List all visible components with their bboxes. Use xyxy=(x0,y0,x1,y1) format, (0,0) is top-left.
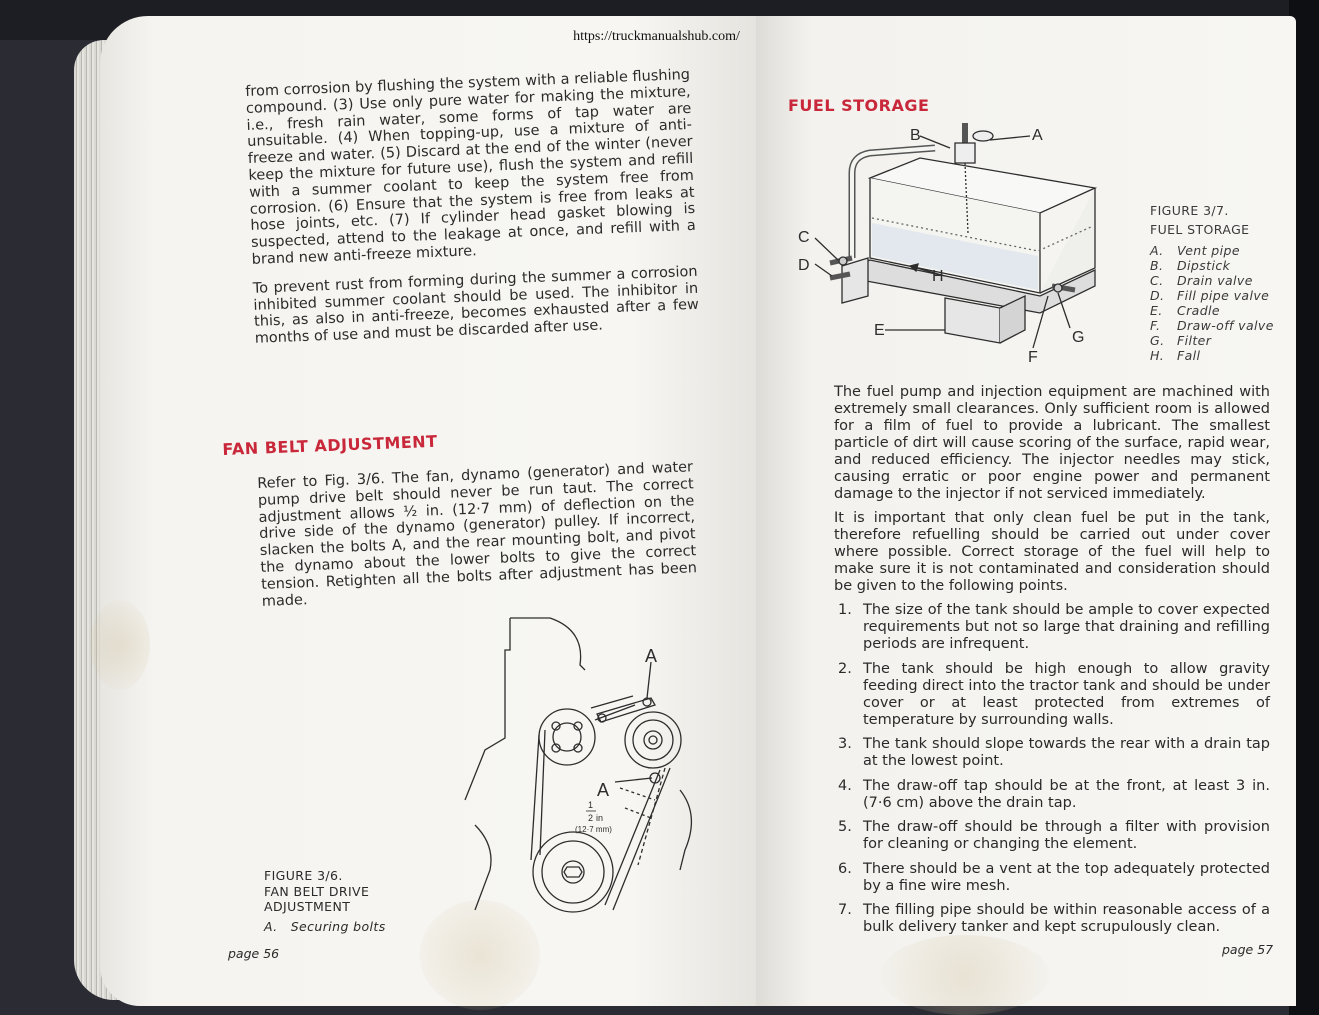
deflection-arrow xyxy=(625,808,651,818)
figure-legend xyxy=(1150,243,1274,363)
list-item: 5. The draw-off should be through a filter with provision for cleaning or changing the element. xyxy=(838,819,1270,852)
belt-top-outer xyxy=(591,696,633,708)
filler-cap xyxy=(955,143,975,163)
belt-left-inner xyxy=(540,730,545,855)
caption-item-text: Securing bolts xyxy=(290,918,386,934)
belt-left xyxy=(531,735,539,860)
label-d: D xyxy=(798,257,810,274)
fraction-denominator: 2 xyxy=(588,813,594,823)
fan-hub xyxy=(553,723,581,751)
list-item: 7. The filling pipe should be within reasonable access of a bulk delivery tanker and kept scrupulously clean. xyxy=(838,902,1270,935)
fuel-storage-heading: FUEL STORAGE xyxy=(788,96,930,115)
fan-belt-heading: FAN BELT ADJUSTMENT xyxy=(222,431,438,459)
engine-outline-right xyxy=(680,790,691,870)
legend-item: A. Vent pipe xyxy=(1150,243,1240,258)
drain-valve-knob xyxy=(839,257,847,265)
leader-a-top xyxy=(647,662,651,698)
rust-paragraph: To prevent rust from forming during the summer a corrosion inhibited summer coolant should be used. The inhibitor in this, as also in anti-freeze, becomes exhausted after a few months of use and must be discarded after use. xyxy=(252,263,700,347)
legend-item: H. Fall xyxy=(1150,348,1201,363)
intro-paragraph: from corrosion by flushing the system with a reliable flushing compound. (3) Use only pure water for making the mixture, i.e., fresh rain water, some forms of tap water are unsuitable. (4) When topping-up, use a mixture of anti-freeze and water. (5) Discard at the end of the winter (never keep the mixture for future use), flush the system and refill with a summer coolant to keep the system free from corrosion. (6) Ensure that the system is free from leaks at hose joints, etc. (7) If cylinder head gasket blowing is suspected, attend to the leakage at once, and refill with a brand new anti-freeze mixture. xyxy=(245,66,697,268)
page-stain xyxy=(90,600,150,690)
caption-figure-number: FIGURE 3/6. xyxy=(264,868,343,883)
label-a-top: A xyxy=(645,646,658,666)
figure-3-7-caption xyxy=(1150,203,1274,363)
page-number-right: page 57 xyxy=(1222,942,1274,957)
engine-outline xyxy=(465,618,510,800)
crank-pulley xyxy=(533,832,613,912)
caption-item-key: A. xyxy=(264,918,278,934)
label-f: F xyxy=(1028,349,1038,366)
page-stain xyxy=(880,935,1050,1015)
caption-title-1: FAN BELT DRIVE xyxy=(264,883,370,899)
deflection-mm: (12·7 mm) xyxy=(575,825,612,834)
fraction-numerator: 1 xyxy=(588,800,594,810)
crank-pulley-inner xyxy=(542,841,604,903)
belt-right-outer xyxy=(613,768,670,910)
label-a: A xyxy=(1032,127,1043,144)
label-b: B xyxy=(910,127,921,144)
list-item: 6. There should be a vent at the top adequately protected by a fine wire mesh. xyxy=(838,860,1270,894)
deflection-line xyxy=(638,768,665,865)
filter xyxy=(1054,284,1062,292)
legend-item: D. Fill pipe valve xyxy=(1150,288,1270,303)
legend-item: F. Draw-off valve xyxy=(1150,318,1274,333)
fraction-unit: in xyxy=(596,813,604,823)
right-page-body xyxy=(834,384,1270,944)
list-item: 2. The tank should be high enough to allow gravity feeding direct into the tractor tank and should be under cover or at least protected from extremes of temperature by surrounding walls. xyxy=(838,660,1270,728)
dynamo-hub xyxy=(644,731,662,749)
fuel-tank-diagram xyxy=(790,118,1130,368)
label-e: E xyxy=(874,322,885,339)
label-c: C xyxy=(798,229,810,246)
crank-nut xyxy=(564,867,582,877)
caption-item xyxy=(264,919,386,935)
fan-pulley xyxy=(539,709,595,765)
crank-hub xyxy=(562,861,584,883)
caption-title-2: ADJUSTMENT xyxy=(264,899,351,914)
list-item: 4. The draw-off tap should be at the front, at least 3 in. (7·6 cm) above the drain tap. xyxy=(838,777,1270,811)
brick-support-left xyxy=(842,258,868,303)
legend-item: C. Drain valve xyxy=(1150,273,1253,288)
caption-title: FUEL STORAGE xyxy=(1150,222,1250,237)
caption-figure-number: FIGURE 3/7. xyxy=(1150,203,1229,218)
legend-item: B. Dipstick xyxy=(1150,258,1231,273)
fuel-paragraph-1: The fuel pump and injection equipment are machined with extremely small clearances. Only sufficient room is allowed for a film of fuel to provide a lubricant. The smallest particle of dirt will cause scoring of the surface, rapid wear, and reduced efficiency. The injector needles may stick, causing erratic or poor engine power and permanent damage to the injector if not serviced immediately. xyxy=(834,384,1270,502)
left-page-body xyxy=(245,67,700,360)
engine-lower-outline xyxy=(475,825,491,910)
figure-3-6-caption xyxy=(264,868,386,934)
leader-c xyxy=(815,238,838,260)
label-g: G xyxy=(1072,329,1085,346)
legend-item: G. Filter xyxy=(1150,333,1212,348)
list-item: 1. The size of the tank should be ample to cover expected requirements but not so large that draining and refilling periods are infrequent. xyxy=(838,602,1270,652)
leader-d xyxy=(815,264,832,276)
leader-a xyxy=(990,136,1030,140)
label-h: H xyxy=(932,268,944,285)
dynamo-nut xyxy=(649,736,657,744)
list-item: 3. The tank should slope towards the rear with a drain tap at the lowest point. xyxy=(838,736,1270,769)
leader-a-mid xyxy=(615,778,652,782)
fan-belt-diagram xyxy=(455,610,705,930)
label-a-mid: A xyxy=(597,780,610,800)
legend-item: E. Cradle xyxy=(1150,303,1221,318)
fan-belt-paragraph: Refer to Fig. 3/6. The fan, dynamo (generator) and water pump drive belt should never be run taut. The correct adjustment allows ½ in. (12·7 mm) of deflection on the drive side of the dynamo (generator) pulley. If incorrect, slacken the bolts A, and the rear mounting bolt, and pivot the dynamo about the lower bolts to give the correct tension. Retighten all the bolts after adjustment has been made. xyxy=(257,459,698,610)
page-number-left: page 56 xyxy=(228,946,280,961)
fan-cowl-outline xyxy=(510,618,585,670)
belt-right xyxy=(605,770,660,905)
fuel-points-list xyxy=(834,602,1270,936)
source-url[interactable]: https://truckmanualshub.com/ xyxy=(573,29,740,44)
fuel-paragraph-2: It is important that only clean fuel be put in the tank, therefore refuelling should be carried out under cover where possible. Correct storage of the fuel will help to make sure it is not contaminated and consideration should be given to the following points. xyxy=(834,510,1270,594)
dynamo-pulley-inner xyxy=(633,720,673,760)
fan-belt-body xyxy=(257,459,698,622)
